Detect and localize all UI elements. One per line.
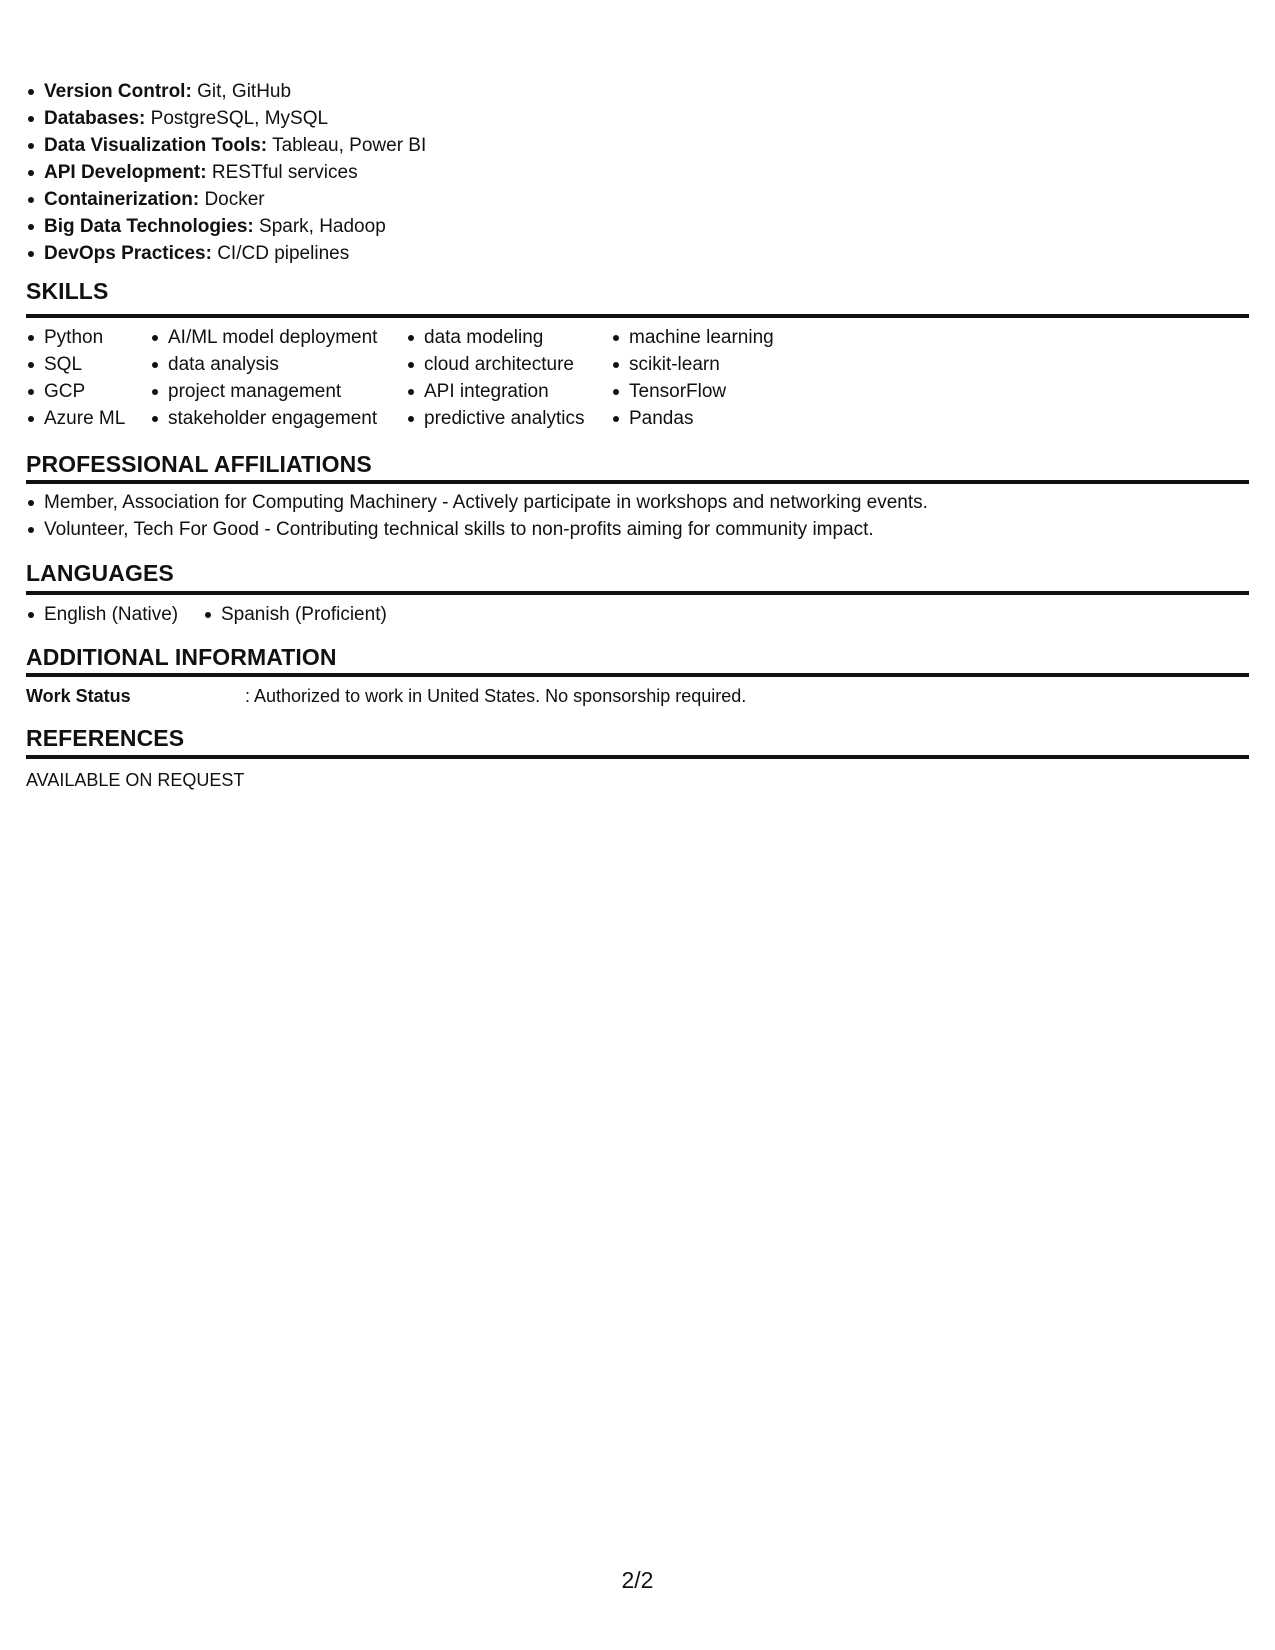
list-item: GCP <box>44 378 125 405</box>
list-item: data analysis <box>168 351 377 378</box>
list-item: Azure ML <box>44 405 125 432</box>
additional-info-heading: ADDITIONAL INFORMATION <box>26 644 337 670</box>
skills-column-3 <box>424 324 585 432</box>
section-divider <box>26 755 1249 759</box>
skills-heading: SKILLS <box>26 278 109 304</box>
affiliations-heading: PROFESSIONAL AFFILIATIONS <box>26 451 372 477</box>
list-item: Databases: PostgreSQL, MySQL <box>44 105 426 132</box>
section-divider <box>26 673 1249 677</box>
list-item: Containerization: Docker <box>44 186 426 213</box>
list-item: stakeholder engagement <box>168 405 377 432</box>
list-item: scikit-learn <box>629 351 774 378</box>
list-item: Pandas <box>629 405 774 432</box>
technical-tools-list <box>44 78 426 267</box>
work-status-value: : Authorized to work in United States. No sponsorship required. <box>245 686 747 706</box>
languages-heading: LANGUAGES <box>26 560 174 586</box>
list-item: cloud architecture <box>424 351 585 378</box>
list-item: Python <box>44 324 125 351</box>
work-status-label: Work Status <box>26 686 131 706</box>
skills-column-4 <box>629 324 774 432</box>
references-text: AVAILABLE ON REQUEST <box>26 770 245 790</box>
list-item: data modeling <box>424 324 585 351</box>
list-item: SQL <box>44 351 125 378</box>
references-heading: REFERENCES <box>26 725 185 751</box>
list-item: Data Visualization Tools: Tableau, Power BI <box>44 132 426 159</box>
list-item: machine learning <box>629 324 774 351</box>
list-item: predictive analytics <box>424 405 585 432</box>
list-item: TensorFlow <box>629 378 774 405</box>
skills-column-1 <box>44 324 125 432</box>
list-item: Member, Association for Computing Machinery - Actively participate in workshops and networking events. <box>44 489 928 516</box>
skills-column-2 <box>168 324 377 432</box>
language-item: Spanish (Proficient) <box>221 601 387 628</box>
list-item: DevOps Practices: CI/CD pipelines <box>44 240 426 267</box>
page-number: 2/2 <box>621 1567 654 1593</box>
list-item: API integration <box>424 378 585 405</box>
list-item: Version Control: Git, GitHub <box>44 78 426 105</box>
list-item: AI/ML model deployment <box>168 324 377 351</box>
list-item: Big Data Technologies: Spark, Hadoop <box>44 213 426 240</box>
section-divider <box>26 591 1249 595</box>
section-divider <box>26 314 1249 318</box>
language-item: English (Native) <box>44 601 178 628</box>
list-item: API Development: RESTful services <box>44 159 426 186</box>
section-divider <box>26 480 1249 484</box>
list-item: Volunteer, Tech For Good - Contributing technical skills to non-profits aiming for community impact. <box>44 516 928 543</box>
affiliations-list <box>44 489 928 543</box>
list-item: project management <box>168 378 377 405</box>
